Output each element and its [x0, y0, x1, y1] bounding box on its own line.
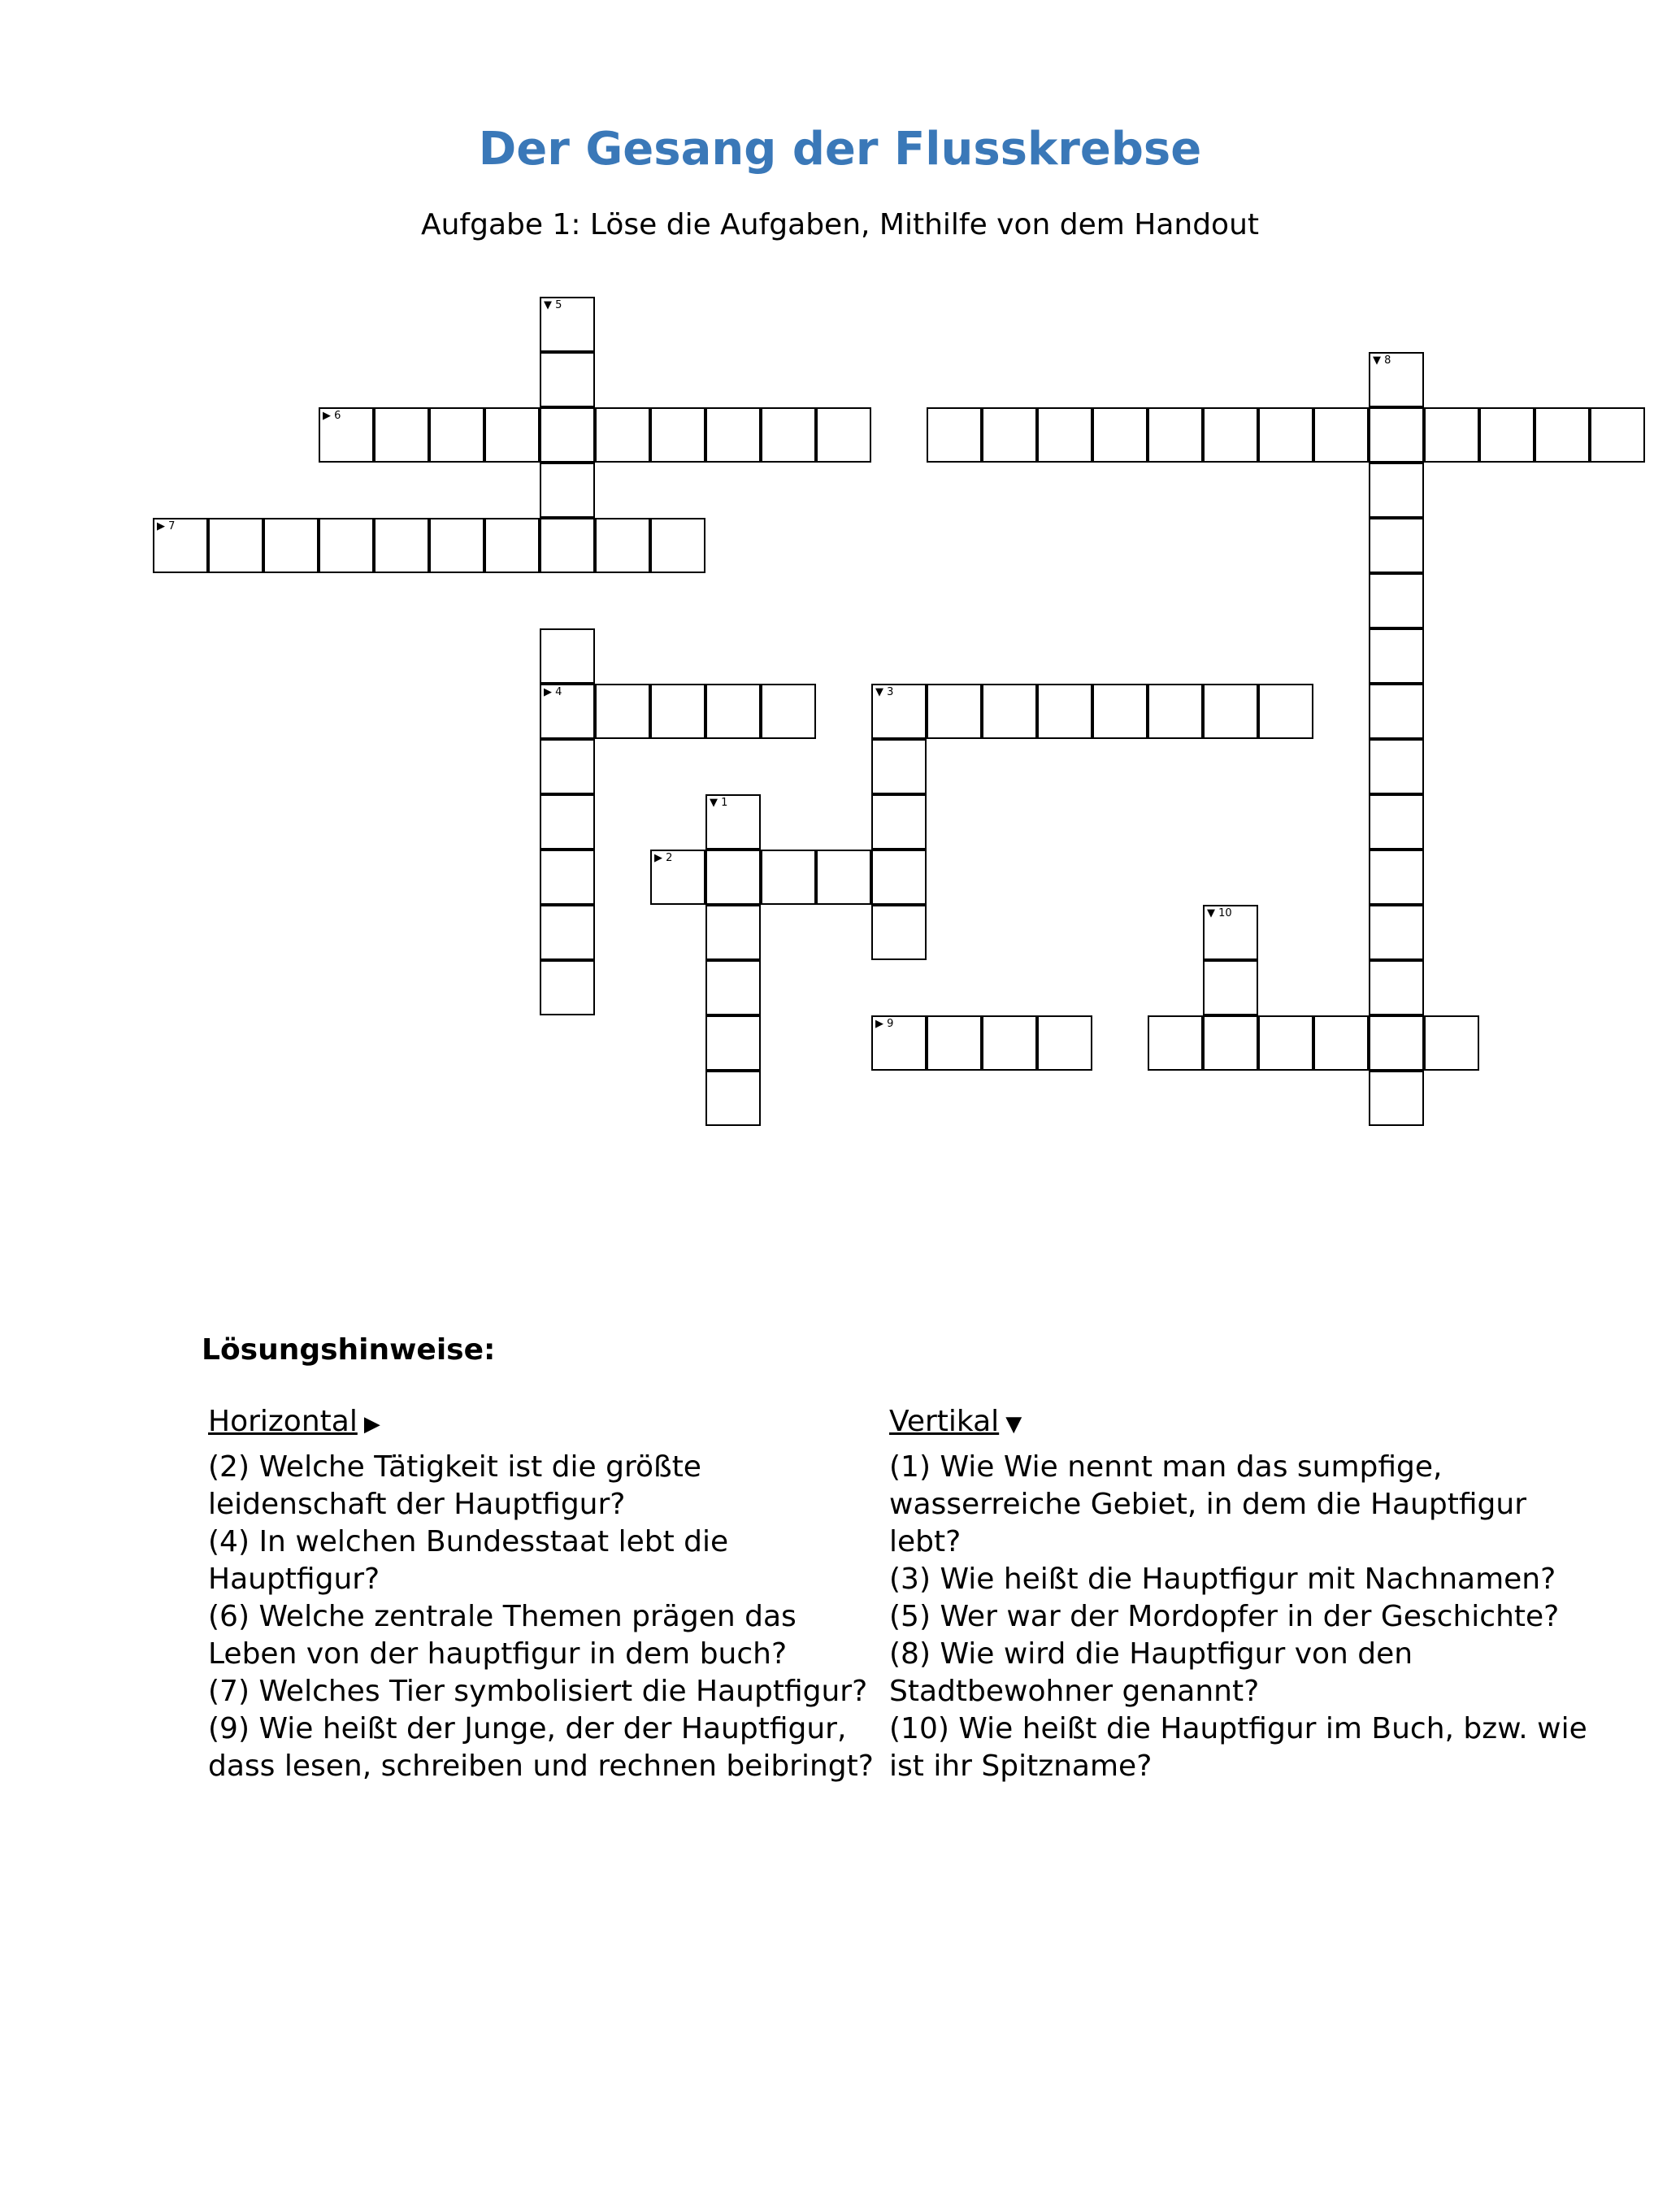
clue-item: (1) Wie Wie nennt man das sumpfige, wasserreiche Gebiet, in dem die Hauptfigur lebt? [889, 1450, 1527, 1558]
crossword-cell[interactable] [705, 684, 761, 739]
vertical-clue-list [889, 1449, 1604, 1785]
crossword-cell[interactable] [1369, 739, 1424, 794]
crossword-cell[interactable] [1479, 407, 1535, 463]
crossword-cell[interactable] [871, 684, 927, 739]
crossword-cell[interactable] [816, 850, 871, 905]
hints-heading: Lösungshinweise: [202, 1333, 496, 1367]
crossword-cell[interactable] [1369, 573, 1424, 628]
vertical-heading-label: Vertikal [889, 1405, 1000, 1438]
crossword-cell[interactable] [927, 684, 982, 739]
crossword-cell[interactable] [484, 407, 540, 463]
crossword-cell[interactable] [153, 518, 208, 573]
crossword-cell[interactable] [540, 684, 595, 739]
clue-item: (8) Wie wird die Hauptfigur von den Stadtbewohner genannt? [889, 1637, 1413, 1708]
crossword-cell[interactable] [927, 1015, 982, 1071]
crossword-cell[interactable] [1092, 407, 1148, 463]
clue-item: (3) Wie heißt die Hauptfigur mit Nachnamen? [889, 1563, 1556, 1596]
crossword-cell[interactable] [1203, 407, 1258, 463]
crossword-cell[interactable] [1313, 407, 1369, 463]
crossword-cell[interactable] [1203, 684, 1258, 739]
crossword-cell[interactable] [1369, 684, 1424, 739]
crossword-cell[interactable] [816, 407, 871, 463]
clue-number: ▶ 7 [157, 520, 176, 532]
crossword-cell[interactable] [1092, 684, 1148, 739]
crossword-cell[interactable] [1369, 352, 1424, 407]
crossword-cell[interactable] [595, 407, 650, 463]
clue-number: ▶ 9 [875, 1018, 894, 1030]
crossword-cell[interactable] [1369, 960, 1424, 1015]
crossword-cell[interactable] [1369, 518, 1424, 573]
crossword-cell[interactable] [374, 407, 429, 463]
crossword-cell[interactable] [1590, 407, 1645, 463]
crossword-cell[interactable] [1258, 1015, 1313, 1071]
horizontal-heading-label: Horizontal [208, 1405, 358, 1438]
clue-number: ▼ 5 [544, 299, 562, 311]
clue-number: ▼ 10 [1207, 907, 1232, 919]
clue-number: ▶ 4 [544, 686, 562, 698]
clue-item: (2) Welche Tätigkeit ist die größte leidenschaft der Hauptfigur? [208, 1450, 701, 1521]
crossword-cell[interactable] [705, 960, 761, 1015]
crossword-cell[interactable] [871, 739, 927, 794]
crossword-cell[interactable] [1369, 905, 1424, 960]
crossword-cell[interactable] [540, 905, 595, 960]
crossword-cell[interactable] [1037, 684, 1092, 739]
crossword-cell[interactable] [595, 684, 650, 739]
crossword-cell[interactable] [650, 850, 705, 905]
crossword-cell[interactable] [1424, 1015, 1479, 1071]
crossword-cell[interactable] [1037, 1015, 1092, 1071]
crossword-cell[interactable] [1369, 407, 1424, 463]
clue-item: (10) Wie heißt die Hauptfigur im Buch, bzw. wie ist ihr Spitzname? [889, 1712, 1587, 1783]
crossword-cell[interactable] [263, 518, 319, 573]
task-instruction: Aufgabe 1: Löse die Aufgaben, Mithilfe von dem Handout [420, 208, 1260, 241]
crossword-cell[interactable] [705, 850, 761, 905]
crossword-cell[interactable] [705, 1015, 761, 1071]
crossword-cell[interactable] [1369, 794, 1424, 850]
crossword-cell[interactable] [705, 794, 761, 850]
crossword-cell[interactable] [1203, 905, 1258, 960]
crossword-cell[interactable] [650, 684, 705, 739]
crossword-cell[interactable] [1369, 1071, 1424, 1126]
crossword-cell[interactable] [705, 905, 761, 960]
crossword-cell[interactable] [1369, 850, 1424, 905]
crossword-cell[interactable] [540, 794, 595, 850]
clue-item: (5) Wer war der Mordopfer in der Geschichte? [889, 1600, 1560, 1633]
crossword-cell[interactable] [1148, 407, 1203, 463]
clue-item: (9) Wie heißt der Junge, der der Hauptfigur, dass lesen, schreiben und rechnen beibringt? [208, 1712, 874, 1783]
crossword-cell[interactable] [429, 518, 484, 573]
crossword-cell[interactable] [540, 628, 595, 684]
clue-item: (7) Welches Tier symbolisiert die Hauptfigur? [208, 1675, 868, 1708]
crossword-cell[interactable] [761, 850, 816, 905]
crossword-cell[interactable] [484, 518, 540, 573]
crossword-cell[interactable] [982, 1015, 1037, 1071]
crossword-cell[interactable] [540, 960, 595, 1015]
crossword-cell[interactable] [540, 518, 595, 573]
crossword-cell[interactable] [705, 407, 761, 463]
crossword-cell[interactable] [374, 518, 429, 573]
clue-number: ▼ 8 [1373, 354, 1391, 367]
crossword-cell[interactable] [540, 850, 595, 905]
arrow-right-icon: ▶ [363, 1412, 380, 1437]
crossword-cell[interactable] [1148, 684, 1203, 739]
crossword-cell[interactable] [871, 794, 927, 850]
clue-number: ▶ 6 [323, 410, 341, 422]
crossword-cell[interactable] [208, 518, 263, 573]
crossword-cell[interactable] [1148, 1015, 1203, 1071]
crossword-cell[interactable] [927, 407, 982, 463]
crossword-cell[interactable] [319, 407, 374, 463]
arrow-down-icon: ▼ [1005, 1412, 1022, 1437]
crossword-cell[interactable] [650, 518, 705, 573]
crossword-cell[interactable] [540, 463, 595, 518]
vertical-heading [889, 1402, 1022, 1445]
horizontal-heading [208, 1402, 380, 1445]
crossword-cell[interactable] [871, 905, 927, 960]
crossword-cell[interactable] [319, 518, 374, 573]
crossword-cell[interactable] [1258, 684, 1313, 739]
clue-item: (4) In welchen Bundesstaat lebt die Hauptfigur? [208, 1525, 729, 1596]
crossword-cell[interactable] [1258, 407, 1313, 463]
crossword-cell[interactable] [650, 407, 705, 463]
crossword-cell[interactable] [540, 297, 595, 352]
crossword-cell[interactable] [1369, 463, 1424, 518]
crossword-cell[interactable] [705, 1071, 761, 1126]
crossword-cell[interactable] [429, 407, 484, 463]
crossword-cell[interactable] [982, 684, 1037, 739]
crossword-cell[interactable] [1535, 407, 1590, 463]
crossword-cell[interactable] [540, 352, 595, 407]
crossword-cell[interactable] [761, 684, 816, 739]
clue-number: ▼ 3 [875, 686, 894, 698]
crossword-cell[interactable] [540, 407, 595, 463]
crossword-cell[interactable] [1369, 1015, 1424, 1071]
crossword-cell[interactable] [1037, 407, 1092, 463]
clue-item: (6) Welche zentrale Themen prägen das Leben von der hauptfigur in dem buch? [208, 1600, 797, 1671]
crossword-cell[interactable] [982, 407, 1037, 463]
crossword-cell[interactable] [871, 1015, 927, 1071]
crossword-cell[interactable] [1424, 407, 1479, 463]
crossword-cell[interactable] [1369, 628, 1424, 684]
clue-number: ▶ 2 [654, 852, 673, 864]
crossword-cell[interactable] [871, 850, 927, 905]
crossword-cell[interactable] [1313, 1015, 1369, 1071]
horizontal-clue-list [208, 1449, 883, 1785]
crossword-cell[interactable] [540, 739, 595, 794]
page-title: Der Gesang der Flusskrebse [478, 123, 1202, 176]
crossword-cell[interactable] [1203, 1015, 1258, 1071]
crossword-cell[interactable] [1203, 960, 1258, 1015]
crossword-cell[interactable] [595, 518, 650, 573]
crossword-cell[interactable] [761, 407, 816, 463]
clue-number: ▼ 1 [710, 797, 728, 809]
